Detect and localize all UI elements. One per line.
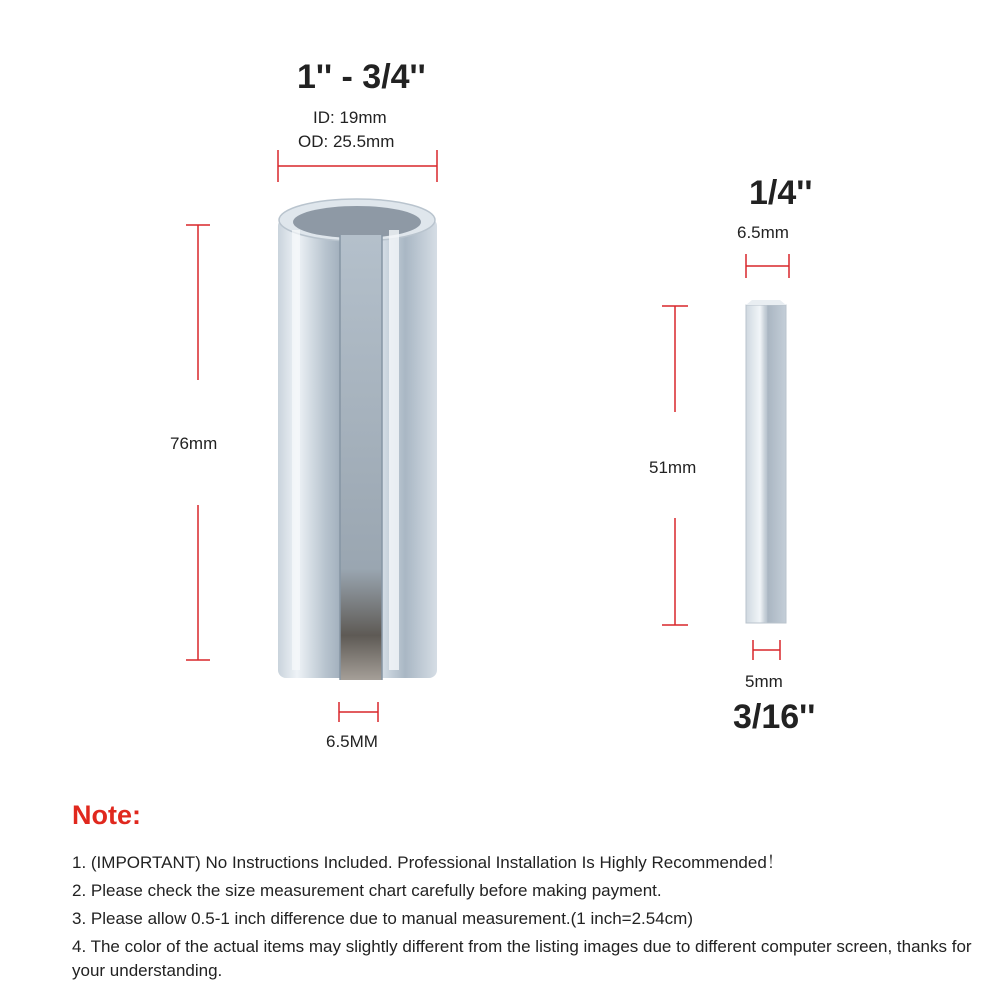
sleeve-od-label: OD: 25.5mm [298,132,395,151]
key-bottom-title: 3/16'' [733,698,816,736]
key-bottom-width-label: 5mm [745,672,783,691]
note-item-3: 3. Please allow 0.5-1 inch difference due to manual measurement.(1 inch=2.54cm) [72,909,694,928]
slot-width-dimension [339,702,378,722]
note-heading: Note: [72,800,141,830]
sleeve-id-label: ID: 19mm [313,108,387,127]
note-item-2: 2. Please check the size measurement chart carefully before making payment. [72,881,662,900]
key-top-width-dimension [746,254,789,278]
sleeve-title: 1'' - 3/4'' [297,58,426,96]
note-list [72,849,982,983]
slot-width-label: 6.5MM [326,732,378,751]
note-item-4: 4. The color of the actual items may slightly different from the listing images due to different computer screen, thanks for your understanding. [72,937,972,980]
key-top-width-label: 6.5mm [737,223,789,242]
note-item-1: 1. (IMPORTANT) No Instructions Included. Professional Installation Is Highly Recommended！ [72,853,784,872]
sleeve-image [278,199,437,680]
sleeve-width-dimension [278,150,437,182]
key-image [746,300,786,623]
key-bottom-width-dimension [753,640,780,660]
key-top-title: 1/4'' [749,174,813,212]
key-length-label: 51mm [649,458,697,477]
sleeve-length-label: 76mm [170,434,218,453]
